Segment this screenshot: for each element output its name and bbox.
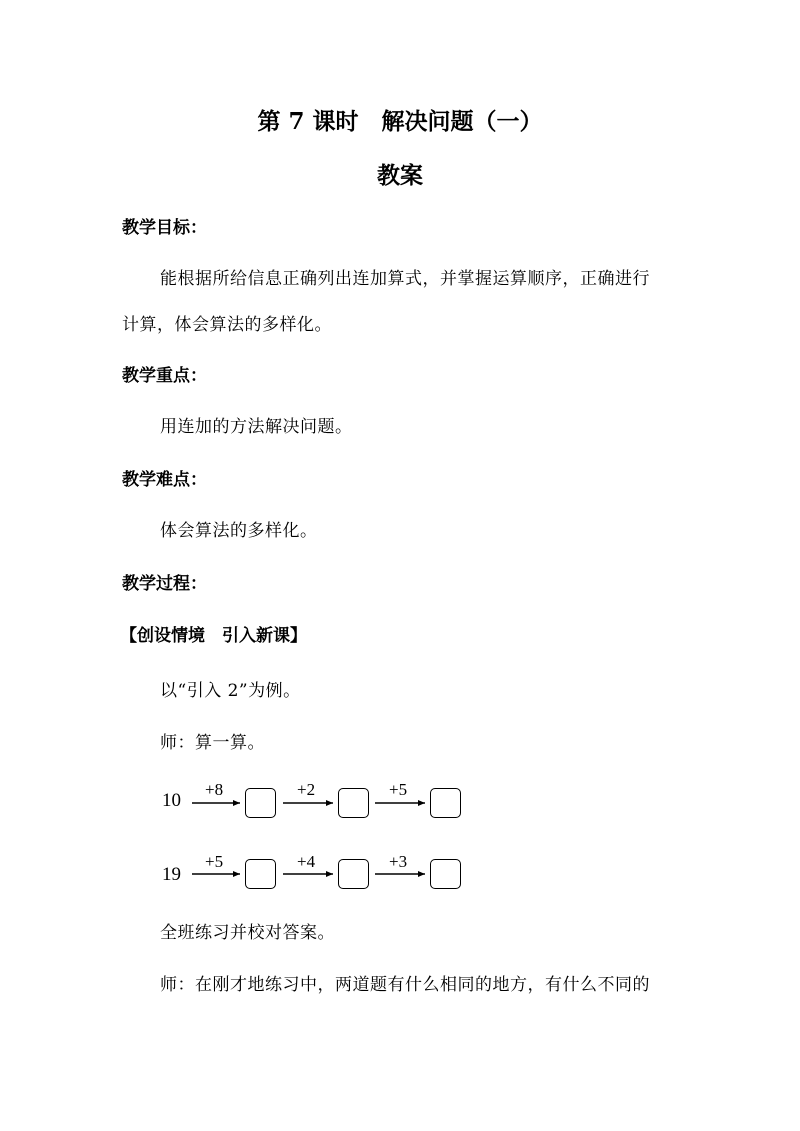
teacher-question: 师：在刚才地练习中，两道题有什么相同的地方，有什么不同的 xyxy=(160,975,650,995)
operation-label: +3 xyxy=(389,852,408,871)
goals-line-2: 计算，体会算法的多样化。 xyxy=(122,315,332,335)
operation-label: +4 xyxy=(297,852,316,871)
lesson-subtitle: 教案 xyxy=(377,162,423,189)
section-heading: 【创设情境 引入新课】 xyxy=(120,626,307,646)
operation-label: +2 xyxy=(297,780,316,799)
start-number: 10 xyxy=(162,790,181,811)
lesson-title: 第 7 课时 解决问题（一） xyxy=(257,108,543,135)
difficulties-text: 体会算法的多样化。 xyxy=(160,521,318,541)
key-points-heading: 教学重点： xyxy=(122,366,207,386)
operation-label: +5 xyxy=(389,780,408,799)
operation-label: +5 xyxy=(205,852,224,871)
operation-label: +8 xyxy=(205,780,224,799)
goals-line-1: 能根据所给信息正确列出连加算式，并掌握运算顺序，正确进行 xyxy=(160,269,650,289)
start-number: 19 xyxy=(162,864,181,885)
difficulties-heading: 教学难点： xyxy=(122,470,207,490)
intro-text: 以“引入 2”为例。 xyxy=(160,681,301,701)
teacher-prompt: 师：算一算。 xyxy=(160,733,265,753)
check-text: 全班练习并校对答案。 xyxy=(160,923,335,943)
process-heading: 教学过程： xyxy=(122,574,207,594)
key-points-text: 用连加的方法解决问题。 xyxy=(160,417,353,437)
goals-heading: 教学目标： xyxy=(122,218,207,238)
